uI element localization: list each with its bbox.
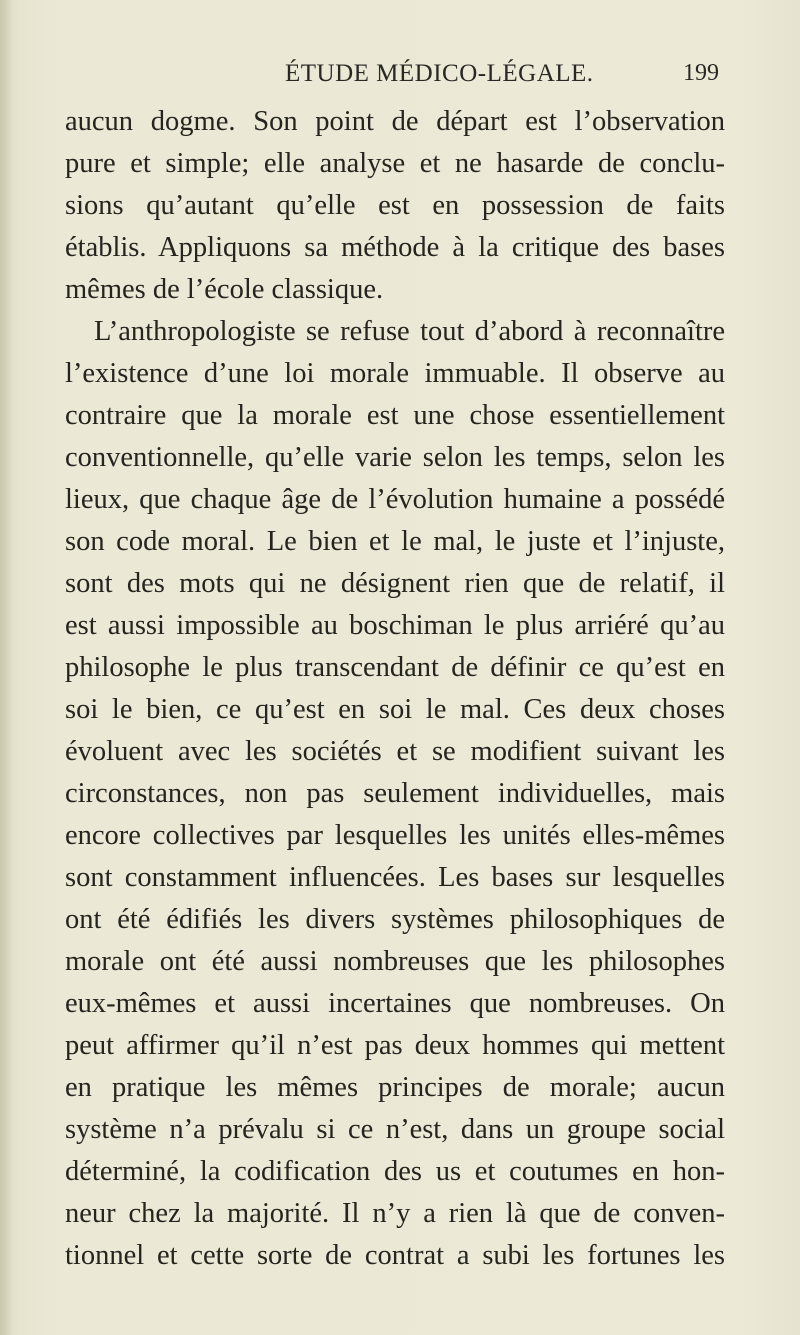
text-line: conventionnelle, qu’elle varie selon les temps, selon les xyxy=(65,442,725,473)
text-line: lieux, que chaque âge de l’évolution humaine a possédé xyxy=(65,484,725,515)
text-line: philosophe le plus transcendant de définir ce qu’est en xyxy=(65,652,725,683)
running-head xyxy=(0,60,800,100)
running-title: ÉTUDE MÉDICO-LÉGALE. xyxy=(285,60,594,87)
text-line: circonstances, non pas seulement individuelles, mais xyxy=(65,778,725,809)
text-line: neur chez la majorité. Il n’y a rien là que de conven- xyxy=(65,1198,725,1229)
text-line: établis. Appliquons sa méthode à la critique des bases xyxy=(65,232,725,263)
text-line: tionnel et cette sorte de contrat a subi les fortunes les xyxy=(65,1240,725,1271)
text-line: contraire que la morale est une chose essentiellement xyxy=(65,400,725,431)
text-line: pure et simple; elle analyse et ne hasarde de conclu- xyxy=(65,148,725,179)
text-line: aucun dogme. Son point de départ est l’observation xyxy=(65,106,725,137)
text-line: son code moral. Le bien et le mal, le juste et l’injuste, xyxy=(65,526,725,557)
text-line: soi le bien, ce qu’est en soi le mal. Ces deux choses xyxy=(65,694,725,725)
binding-shadow xyxy=(0,0,12,1335)
page-number: 199 xyxy=(683,60,719,86)
text-line: encore collectives par lesquelles les unités elles-mêmes xyxy=(65,820,725,851)
paragraph-end-line: mêmes de l’école classique. xyxy=(65,274,384,305)
text-line: sont des mots qui ne désignent rien que de relatif, il xyxy=(65,568,725,599)
text-line: est aussi impossible au boschiman le plus arriéré qu’au xyxy=(65,610,725,641)
body-text xyxy=(65,101,725,1277)
text-line: déterminé, la codification des us et coutumes en hon- xyxy=(65,1156,725,1187)
text-line: en pratique les mêmes principes de morale; aucun xyxy=(65,1072,725,1103)
text-line: sions qu’autant qu’elle est en possession de faits xyxy=(65,190,725,221)
text-line: peut affirmer qu’il n’est pas deux hommes qui mettent xyxy=(65,1030,725,1061)
text-line: sont constamment influencées. Les bases sur lesquelles xyxy=(65,862,725,893)
text-line: ont été édifiés les divers systèmes philosophiques de xyxy=(65,904,725,935)
text-line: eux-mêmes et aussi incertaines que nombreuses. On xyxy=(65,988,725,1019)
text-line: morale ont été aussi nombreuses que les philosophes xyxy=(65,946,725,977)
text-line: l’existence d’une loi morale immuable. Il observe au xyxy=(65,358,725,389)
text-line: évoluent avec les sociétés et se modifient suivant les xyxy=(65,736,725,767)
paragraph-start-line: L’anthropologiste se refuse tout d’abord à reconnaître xyxy=(94,316,725,347)
text-line: système n’a prévalu si ce n’est, dans un groupe social xyxy=(65,1114,725,1145)
